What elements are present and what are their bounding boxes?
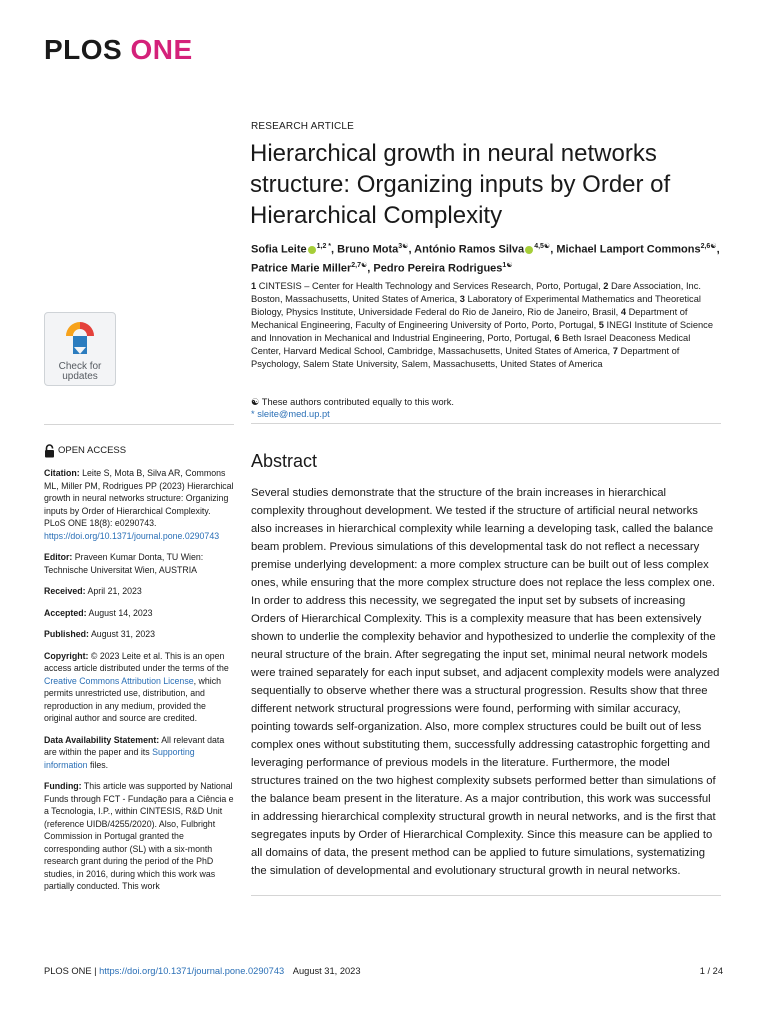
author-name[interactable]: Sofia Leite <box>251 243 307 256</box>
author-name[interactable]: António Ramos Silva <box>414 243 525 256</box>
affiliation-text: Department of Mechanical Engineering, Faculty of Engineering University of Porto, Porto, Portugal, <box>251 307 688 330</box>
page-number: 1 / 24 <box>699 966 723 976</box>
affiliation-number: 4 <box>620 307 629 317</box>
check-updates-line2: updates <box>62 371 98 382</box>
orcid-icon[interactable] <box>525 246 533 254</box>
article-type-label: RESEARCH ARTICLE <box>251 121 355 132</box>
email-link[interactable]: sleite@med.up.pt <box>257 409 330 419</box>
citation-label: Citation: <box>44 468 80 478</box>
author-name[interactable]: Patrice Marie Miller <box>251 262 352 275</box>
footer-journal: PLOS ONE | <box>44 966 100 976</box>
footer-doi-link[interactable]: https://doi.org/10.1371/journal.pone.0290743 <box>99 966 285 976</box>
affiliation-text: INEGI Institute of Science and Innovation in Mechanical and Industrial Engineering, Porto, Portugal, <box>251 320 713 343</box>
affiliation-number: 7 <box>612 346 621 356</box>
data-availability-text: All relevant data are within the paper and its <box>44 734 225 757</box>
author-affiliation-marker: 1,2 * <box>316 243 332 250</box>
published-date: August 31, 2023 <box>90 629 156 639</box>
affiliation-list <box>251 280 721 371</box>
author-name[interactable]: Pedro Pereira Rodrigues <box>373 262 503 275</box>
author-affiliation-marker: 2,7☯ <box>351 261 368 269</box>
author-notes <box>251 396 721 420</box>
data-availability-label: Data Availability Statement: <box>44 734 160 745</box>
copyright-text-end: , which permits unrestricted use, distribution, and reproduction in any medium, provided the original author and source are credited. <box>44 675 222 723</box>
published-label: Published: <box>44 629 89 639</box>
logo-plos: PLOS <box>44 34 123 65</box>
received-block <box>44 585 234 598</box>
check-updates-icon <box>63 319 97 357</box>
logo-one: ONE <box>130 34 193 65</box>
affiliation-text: Dare Association, Inc. Boston, Massachusetts, United States of America, <box>251 281 701 304</box>
author-affiliation-marker: 1☯ <box>502 261 513 269</box>
check-for-updates-badge[interactable] <box>44 312 116 386</box>
supporting-info-link[interactable]: Supporting information <box>44 747 195 770</box>
affiliation-number: 6 <box>554 333 563 343</box>
funding-text: This article was supported by National Funds through FCT - Fundação para a Ciência e a Tecnologia, I.P., within CINTESIS, R&D Unit (reference UIDB/4255/2020). Also, Fulbright Commission in Portugal granted the corresponding author (SL) with a six-month research grant during the period of the PhD studies, in 2016, during which this work was partially conducted. This work <box>44 781 234 891</box>
affiliation-text: Beth Israel Deaconess Medical Center, Harvard Medical School, Cambridge, Massachusetts, United States of America, <box>251 333 691 356</box>
affiliation-text: CINTESIS – Center for Health Technology and Services Research, Porto, Portugal, <box>258 281 604 291</box>
editor-label: Editor: <box>44 552 73 562</box>
abstract-heading: Abstract <box>251 451 318 471</box>
copyright-text: © 2023 Leite et al. This is an open access article distributed under the terms of the <box>44 650 229 673</box>
author-affiliation-marker: 2,6☯ <box>700 243 717 250</box>
journal-logo[interactable] <box>44 34 193 66</box>
open-lock-icon <box>44 444 55 458</box>
copyright-label: Copyright: <box>44 650 89 661</box>
editor-block <box>44 551 234 576</box>
asterisk-icon: * <box>251 409 255 419</box>
affiliation-text: Department of Psychology, Salem State University, Salem, Massachusetts, United States of America <box>251 346 680 369</box>
accepted-block <box>44 607 234 620</box>
abstract-end-divider <box>251 895 721 896</box>
page-footer <box>44 966 723 976</box>
sidebar-divider <box>44 424 234 425</box>
open-access-label <box>44 444 234 458</box>
affiliation-text: Laboratory of Experimental Mathematics and Theoretical Biology, Physics Institute, Universidade Federal do Rio de Janeiro, Rio de Janeiro, Brasil, <box>251 294 701 317</box>
article-title: Hierarchical growth in neural networks structure: Organizing inputs by Order of Hierarchical Complexity <box>250 140 671 229</box>
affiliation-number: 2 <box>603 281 612 291</box>
affiliation-number: 5 <box>598 320 607 330</box>
affiliation-number: 1 <box>251 281 259 291</box>
author-affiliation-marker: 4,5☯ <box>534 243 551 250</box>
check-updates-line1: Check for <box>58 361 102 372</box>
article-info-sidebar <box>44 444 234 902</box>
accepted-label: Accepted: <box>44 607 87 618</box>
equal-contribution-text: These authors contributed equally to this work. <box>261 397 455 407</box>
abstract-text: Several studies demonstrate that the structure of the brain increases in hierarchical complexity throughout development. We tested if the structure of artificial neural networks also increases in hierarchical complexity while learning a developing task, called the balance beam problem. Previous simulations of this developmental task do not reflect a necessary premise underlying development: a more complex structure can be built out of less complex ones, while ensuring that the more complex structure does not replace the less complex one. In order to address this necessity, we segregated the input set by subsets of increasing Orders of Hierarchical Complexity. This is a complexity measure that has been extensively shown to underlie the complexity behavior and hypothesized to underlie the complexity of the neural structure of the brain. After segregating the input set, minimal neural network models were trained separately for each input subset, and adjacent complexity models were analyzed sequentially to observe whether there was a structural progression. Results show that three different network structural progressions were found, performing with similar accuracy, pointing towards self-organization. Also, more complex structures could be built out of less complex ones without substituting them, successfully addressing catastrophic forgetting and leveraging performance of previous models in the literature. Furthermore, the model structures trained on the two highest complexity subsets performed better than simulations of the balance beam present in the literature. As a major contribution, this work was successful in addressing hierarchical complexity structural growth in neural networks, and is the first that segregates inputs by Order of Hierarchical Complexity. Since this measure can be applied to all domains of data, the present method can be applied to future simulations, systematizing the simulation of developmental and evolutionary structural growth in neural networks. <box>251 487 720 877</box>
open-access-text: OPEN ACCESS <box>58 444 127 456</box>
equal-contribution-note <box>251 396 721 408</box>
data-availability-block <box>44 734 234 772</box>
license-link[interactable]: Creative Commons Attribution License <box>44 675 194 686</box>
orcid-icon[interactable] <box>308 246 316 254</box>
author-affiliation-marker: 3☯ <box>398 243 409 250</box>
author-name[interactable]: Bruno Mota <box>337 243 399 256</box>
received-date: April 21, 2023 <box>87 586 142 596</box>
footer-date: August 31, 2023 <box>292 966 361 976</box>
author-list: Sofia Leite $^{1,2 *}$, Bruno Mota$^{3☯}$, António Ramos Silva $^{4,5☯}$, Michael Lamport Commons$^{2,6☯}$, Patrice Marie Miller$^{2,7☯}$, Pedro Pereira Rodrigues$^{1☯}$ <box>251 243 720 275</box>
data-availability-text-end: files. <box>87 759 109 770</box>
editor-text: Praveen Kumar Donta, TU Wien: Technische Universitat Wien, AUSTRIA <box>44 552 204 575</box>
author-name[interactable]: Michael Lamport Commons <box>556 243 701 256</box>
published-block <box>44 628 234 641</box>
received-label: Received: <box>44 586 86 596</box>
citation-doi-link[interactable]: https://doi.org/10.1371/journal.pone.0290743 <box>44 530 220 541</box>
equal-contribution-icon: ☯ <box>251 397 260 407</box>
funding-label: Funding: <box>44 781 82 791</box>
citation-text: Leite S, Mota B, Silva AR, Commons ML, Miller PM, Rodrigues PP (2023) Hierarchical growth in neural networks structure: Organizing inputs by Order of Hierarchical Complexity. PLoS ONE 18(8): e0290743. <box>44 468 234 528</box>
citation-block <box>44 467 234 542</box>
abstract-divider <box>251 423 721 424</box>
accepted-date: August 14, 2023 <box>88 607 153 618</box>
copyright-block <box>44 650 234 725</box>
corresponding-email <box>251 408 721 420</box>
funding-block <box>44 780 234 893</box>
affiliation-number: 3 <box>459 294 468 304</box>
